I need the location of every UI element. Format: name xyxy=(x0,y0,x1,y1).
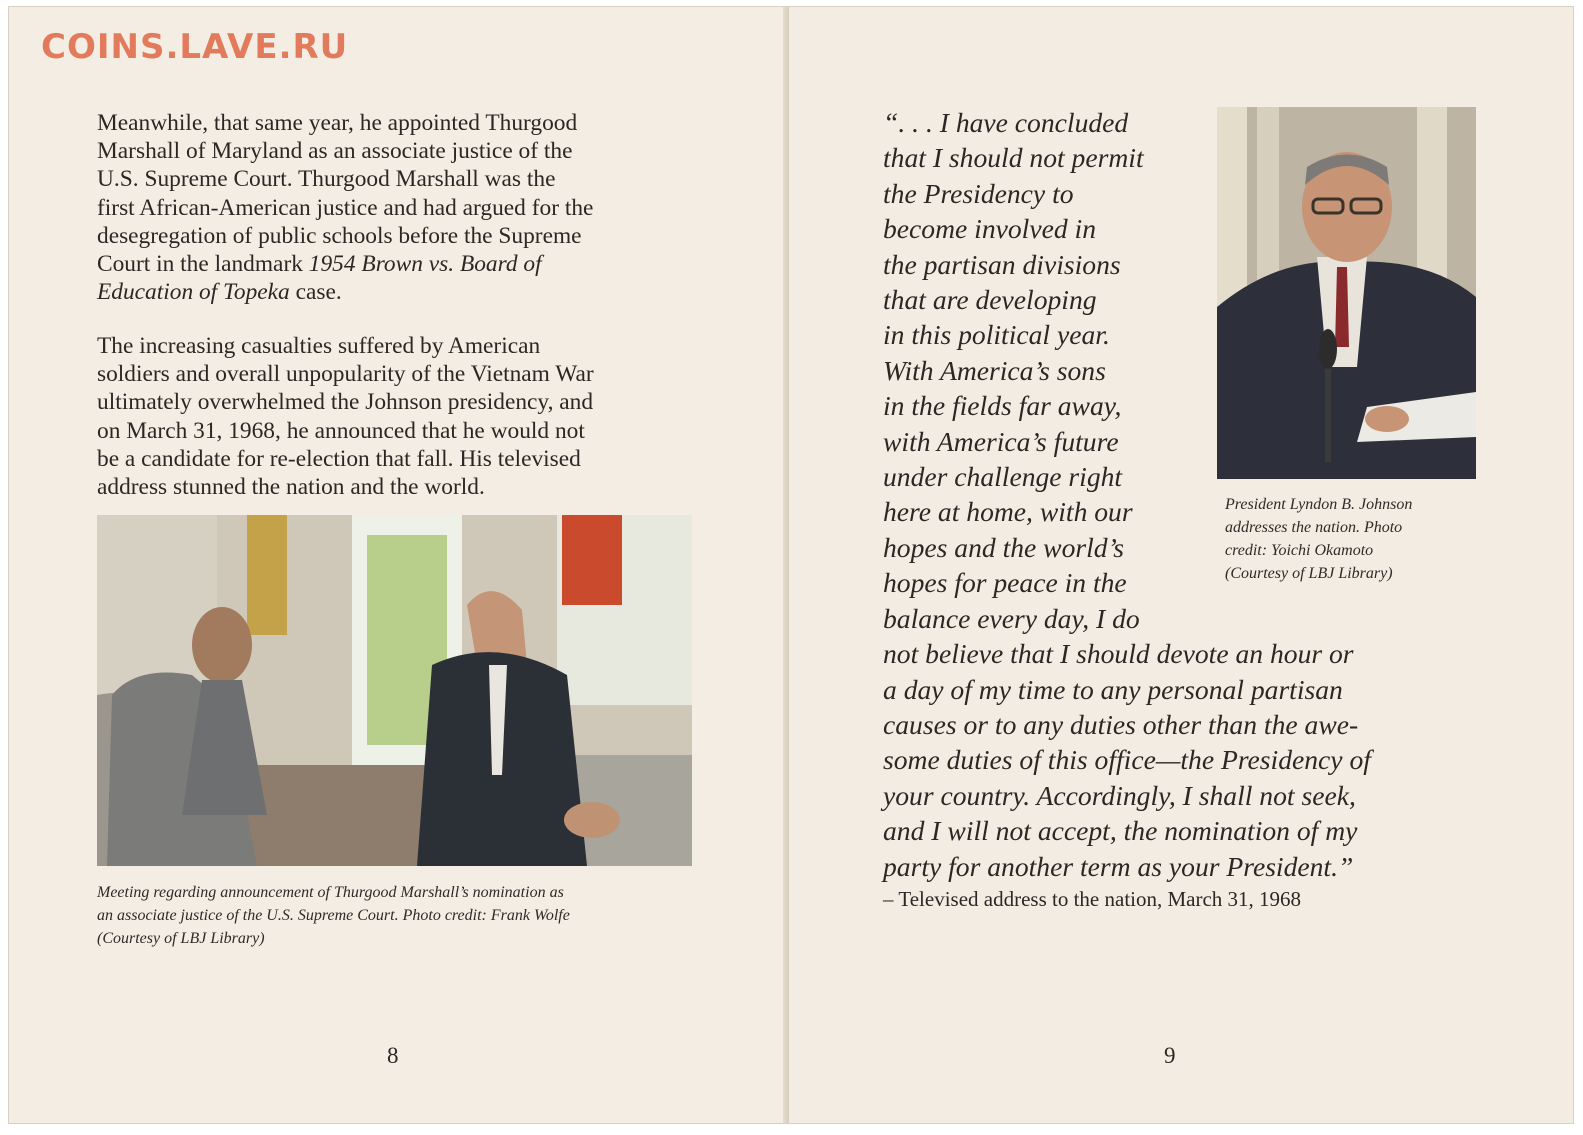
caption-line: (Courtesy of LBJ Library) xyxy=(97,930,265,947)
text-line: The increasing casualties suffered by American xyxy=(97,333,541,359)
caption-line: an associate justice of the U.S. Supreme Court. Photo credit: Frank Wolfe xyxy=(97,907,570,924)
quote-line: the partisan divisions xyxy=(883,248,1121,280)
quote-line: the Presidency to xyxy=(883,177,1074,209)
quote-line: some duties of this office—the Presidency of xyxy=(883,744,1371,776)
quote-line: in the fields far away, xyxy=(883,390,1122,422)
text-line: soldiers and overall unpopularity of the Vietnam War xyxy=(97,361,594,388)
page-number-left: 8 xyxy=(387,1043,399,1068)
text-line: address stunned the nation and the world. xyxy=(97,474,485,501)
photo-caption-left xyxy=(97,881,697,950)
quote-line: that I should not permit xyxy=(883,142,1144,174)
case-name-italic: 1954 Brown vs. Board of xyxy=(308,251,542,278)
text-line: first African-American justice and had argued for the xyxy=(97,194,594,221)
caption-line: (Courtesy of LBJ Library) xyxy=(1225,565,1393,582)
text-line: Marshall of Maryland as an associate justice of the xyxy=(97,138,573,165)
page-number-right: 9 xyxy=(1164,1043,1176,1068)
quote-line: a day of my time to any personal partisan xyxy=(883,673,1343,705)
booklet-spread xyxy=(8,6,1574,1124)
photo-johnson-address xyxy=(1217,107,1476,479)
quote-line: party for another term as your President.” xyxy=(883,850,1354,882)
text-line: ultimately overwhelmed the Johnson presidency, and xyxy=(97,389,594,416)
photo-caption-right xyxy=(1225,493,1475,585)
quote-line: causes or to any duties other than the awe- xyxy=(883,708,1359,740)
quote-line: balance every day, I do xyxy=(883,602,1140,634)
caption-line: addresses the nation. Photo xyxy=(1225,519,1403,536)
right-page xyxy=(789,7,1573,1123)
paragraph-vietnam xyxy=(97,332,702,501)
text-line: case. xyxy=(289,279,342,306)
quote-line: in this political year. xyxy=(883,319,1110,351)
quote-line: hopes for peace in the xyxy=(883,567,1127,599)
quote-line: that are developing xyxy=(883,284,1097,316)
text-line: desegregation of public schools before the Supreme xyxy=(97,222,582,249)
quote-line: with America’s future xyxy=(883,425,1119,457)
quote-line: not believe that I should devote an hour or xyxy=(883,638,1354,670)
text-line: Court in the landmark xyxy=(97,251,309,278)
quote-line: here at home, with our xyxy=(883,496,1133,528)
caption-line: Meeting regarding announcement of Thurgood Marshall’s nomination as xyxy=(97,884,564,901)
paragraph-marshall xyxy=(97,109,702,306)
quote-line: With America’s sons xyxy=(883,354,1106,386)
quote-attribution: – Televised address to the nation, March 31, 1968 xyxy=(883,887,1302,911)
text-line: be a candidate for re-election that fall. His televised xyxy=(97,445,581,472)
photo-marshall-johnson xyxy=(97,515,692,866)
case-name-italic-2: Education of Topeka xyxy=(97,279,290,306)
text-line: U.S. Supreme Court. Thurgood Marshall was the xyxy=(97,166,556,193)
quote-line: “. . . I have concluded xyxy=(883,107,1129,138)
quote-line: your country. Accordingly, I shall not seek, xyxy=(883,779,1356,811)
left-page xyxy=(9,7,789,1123)
text-line: Meanwhile, that same year, he appointed Thurgood xyxy=(97,110,578,136)
quote-line: hopes and the world’s xyxy=(883,531,1124,563)
watermark: COINS.LAVE.RU xyxy=(41,27,349,67)
caption-line: credit: Yoichi Okamoto xyxy=(1225,542,1374,559)
quote-line: become involved in xyxy=(883,213,1096,245)
quote-line: under challenge right xyxy=(883,461,1123,493)
caption-line: President Lyndon B. Johnson xyxy=(1225,496,1413,513)
text-line: on March 31, 1968, he announced that he would not xyxy=(97,417,585,444)
quote-line: and I will not accept, the nomination of my xyxy=(883,815,1358,847)
